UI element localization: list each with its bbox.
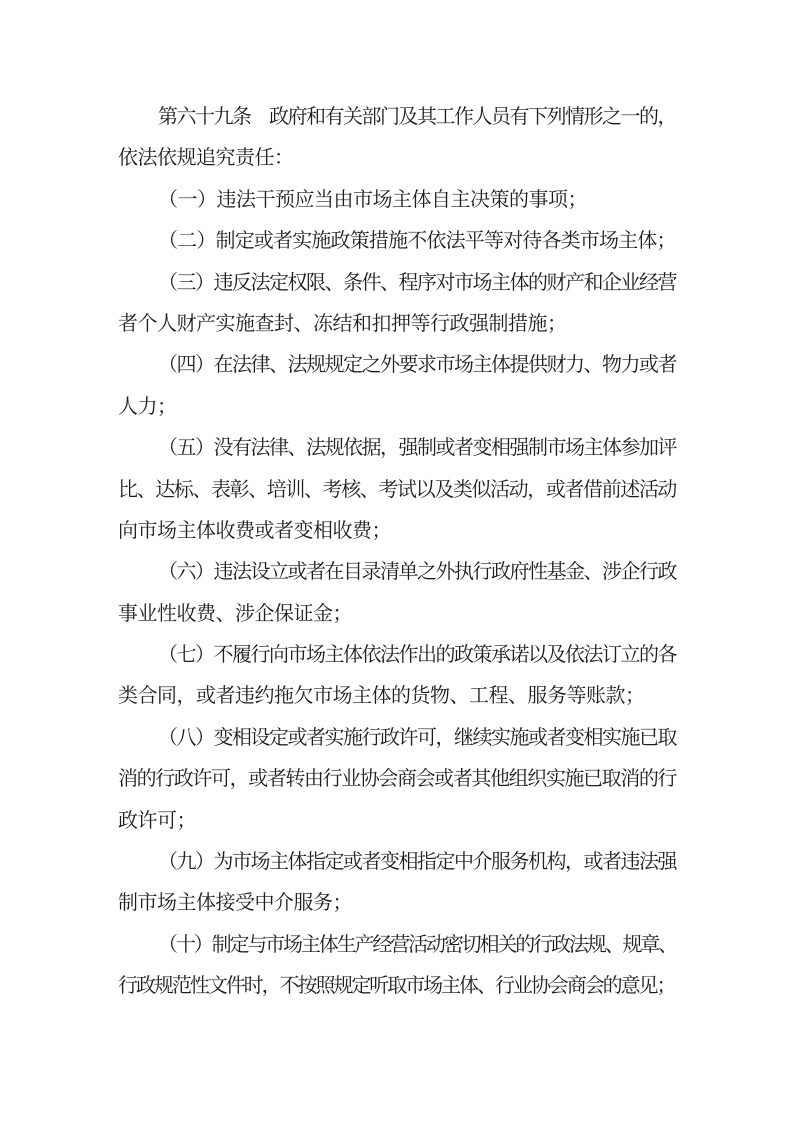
text-line: 者个人财产实施查封、冻结和扣押等行政强制措施； bbox=[118, 312, 567, 335]
text-line: 事业性收费、涉企保证金； bbox=[118, 602, 352, 625]
text-line: 政许可； bbox=[118, 809, 196, 832]
text-line: （九）为市场主体指定或者变相指定中介服务机构，或者违法强 bbox=[158, 851, 677, 874]
text-line: 消的行政许可，或者转由行业协会商会或者其他组织实施已取消的行 bbox=[118, 768, 677, 791]
text-line: 向市场主体收费或者变相收费； bbox=[118, 519, 391, 542]
text-line: （十）制定与市场主体生产经营活动密切相关的行政法规、规章、 bbox=[158, 933, 677, 956]
text-line: （三）违反法定权限、条件、程序对市场主体的财产和企业经营 bbox=[158, 271, 677, 294]
text-line: 行政规范性文件时，不按照规定听取市场主体、行业协会商会的意见； bbox=[118, 975, 675, 998]
item-9 bbox=[118, 842, 676, 925]
item-8 bbox=[118, 718, 676, 842]
text-line: 制市场主体接受中介服务； bbox=[118, 892, 352, 915]
text-line: 比、达标、表彰、培训、考核、考试以及类似活动，或者借前述活动 bbox=[118, 478, 677, 501]
text-line: （一）违法干预应当由市场主体自主决策的事项； bbox=[158, 188, 587, 211]
item-3 bbox=[118, 263, 676, 346]
item-4 bbox=[118, 345, 676, 428]
item-5 bbox=[118, 428, 676, 552]
text-line: （六）违法设立或者在目录清单之外执行政府性基金、涉企行政 bbox=[158, 561, 677, 584]
text-line: 依法依规追究责任： bbox=[118, 147, 294, 170]
item-2 bbox=[118, 221, 676, 262]
article-body bbox=[118, 0, 676, 1008]
item-10 bbox=[118, 925, 676, 1008]
text-line: （八）变相设定或者实施行政许可，继续实施或者变相实施已取 bbox=[158, 726, 677, 749]
item-1 bbox=[118, 180, 676, 221]
text-line: 人力； bbox=[118, 395, 177, 418]
text-line: 类合同，或者违约拖欠市场主体的货物、工程、服务等账款； bbox=[118, 685, 645, 708]
item-7 bbox=[118, 635, 676, 718]
article-69-opening bbox=[118, 97, 676, 180]
text-line: 第六十九条 政府和有关部门及其工作人员有下列情形之一的， bbox=[158, 106, 677, 128]
text-line: （四）在法律、法规规定之外要求市场主体提供财力、物力或者 bbox=[158, 354, 677, 377]
item-6 bbox=[118, 552, 676, 635]
text-line: （五）没有法律、法规依据，强制或者变相强制市场主体参加评 bbox=[158, 437, 677, 460]
text-line: （二）制定或者实施政策措施不依法平等对待各类市场主体； bbox=[158, 230, 676, 253]
text-line: （七）不履行向市场主体依法作出的政策承诺以及依法订立的各 bbox=[158, 644, 677, 667]
